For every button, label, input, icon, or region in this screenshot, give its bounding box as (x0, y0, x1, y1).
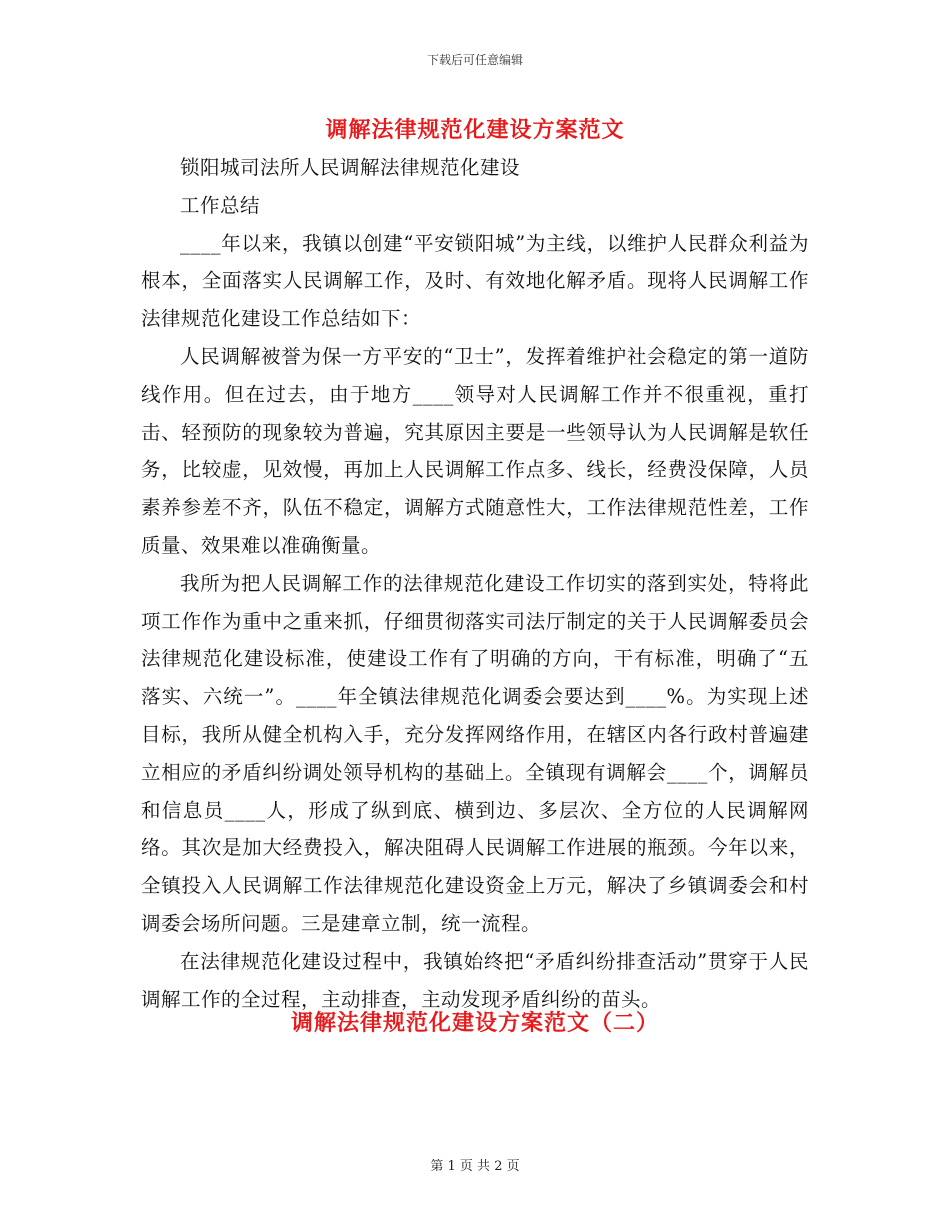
next-section-title: 调解法律规范化建设方案范文（二） (290, 1010, 659, 1036)
paragraph: 人民调解被誉为保一方平安的“卫士”，发挥着维护社会稳定的第一道防线作用。但在过去，由于地方____领导对人民调解工作并不很重视，重打击、轻预防的现象较为普遍，究其原因主要是一些领导认为人民调解是软任务，比较虚，见效慢，再加上人民调解工作点多、线长，经费没保障，人员素养参差不齐，队伍不稳定，调解方式随意性大，工作法律规范性差，工作质量、效果难以准确衡量。 (141, 344, 809, 557)
paragraph: 在法律规范化建设过程中，我镇始终把“矛盾纠纷排查活动”贯穿于人民调解工作的全过程，主动排查，主动发现矛盾纠纷的苗头。 (141, 949, 809, 1011)
paragraph-subtitle: 锁阳城司法所人民调解法律规范化建设 (180, 156, 521, 179)
page-header: 下载后可任意编辑 (426, 53, 523, 67)
paragraph-subtitle-2: 工作总结 (180, 193, 261, 217)
paragraph: 我所为把人民调解工作的法律规范化建设工作切实的落到实处，特将此项工作作为重中之重来抓，仔细贯彻落实司法厅制定的关于人民调解委员会法律规范化建设标准，使建设工作有了明确的方向，干有标准，明确了“五落实、六统一”。____年全镇法律规范化调委会要达到____%。为实现上述目标，我所从健全机构入手，充分发挥网络作用，在辖区内各行政村普遍建立相应的矛盾纠纷调处领导机构的基础上。全镇现有调解会____个，调解员和信息员____人，形成了纵到底、横到边、多层次、全方位的人民调解网络。其次是加大经费投入，解决阻碍人民调解工作进展的瓶颈。今年以来，全镇投入人民调解工作法律规范化建设资金上万元，解决了乡镇调委会和村调委会场所问题。三是建章立制，统一流程。 (141, 571, 809, 935)
page-footer: 第 1 页 共 2 页 (430, 1159, 520, 1174)
document-title: 调解法律规范化建设方案范文 (325, 117, 625, 143)
document-body (141, 149, 809, 1018)
paragraph: ____年以来，我镇以创建“平安锁阳城”为主线，以维护人民群众利益为根本，全面落实人民调解工作，及时、有效地化解矛盾。现将人民调解工作法律规范化建设工作总结如下： (141, 231, 809, 331)
